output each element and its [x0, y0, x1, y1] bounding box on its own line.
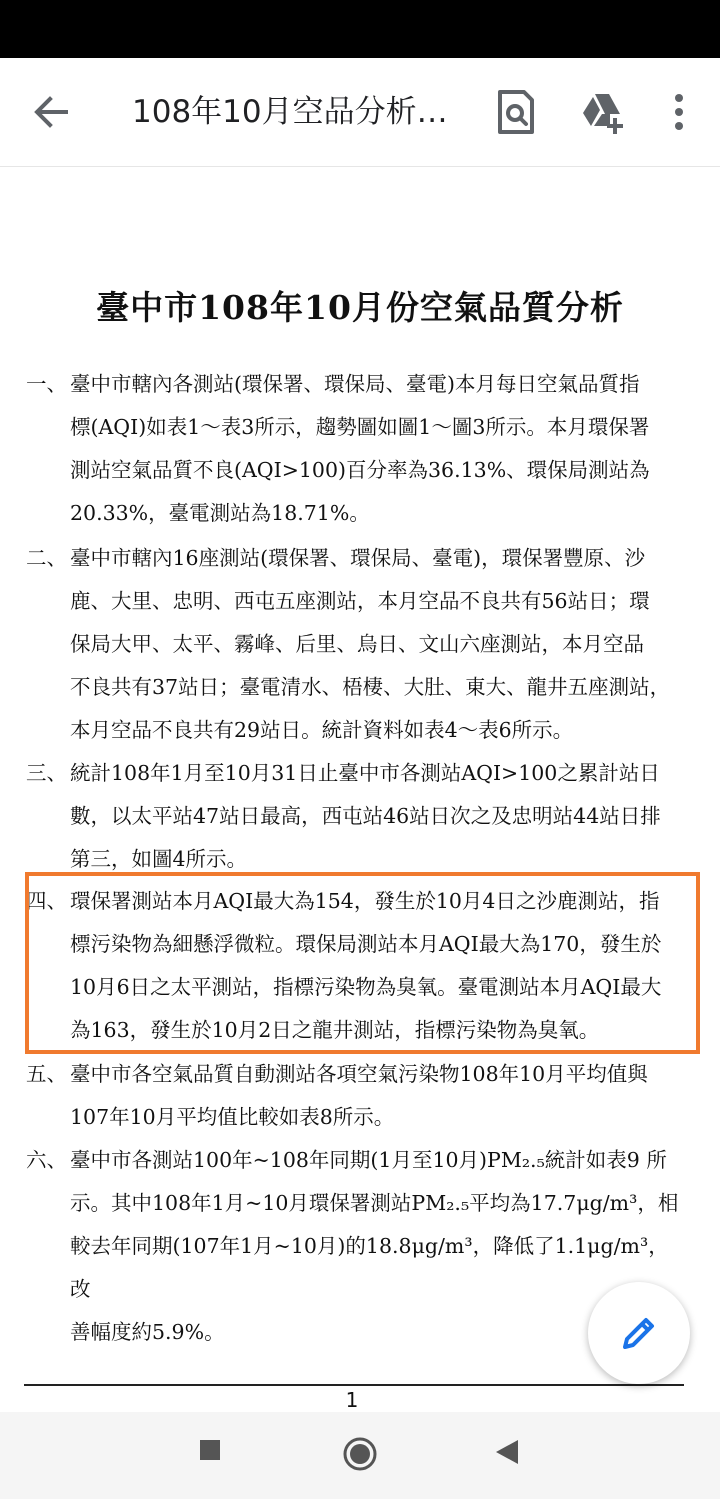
- text-line: 本月空品不良共有29站日。統計資料如表4～表6所示。: [70, 718, 574, 742]
- home-circle-icon[interactable]: [342, 1436, 378, 1472]
- search-document-icon[interactable]: [494, 88, 538, 136]
- paragraph-number: 五、: [26, 1062, 67, 1086]
- pencil-edit-icon: [619, 1313, 659, 1353]
- paragraph-5: [26, 1053, 686, 1139]
- text-line: 為163，發生於10月2日之龍井測站，指標污染物為臭氧。: [70, 1018, 600, 1042]
- recents-square-icon[interactable]: [198, 1438, 222, 1462]
- text-line: 第三，如圖4所示。: [70, 847, 248, 871]
- paragraph-3: [26, 752, 686, 881]
- text-line: 標(AQI)如表1～表3所示，趨勢圖如圖1～圖3所示。本月環保署: [70, 415, 650, 439]
- text-line: 數，以太平站47站日最高，西屯站46站日次之及忠明站44站日排: [70, 804, 661, 828]
- paragraph-number: 四、: [26, 889, 67, 913]
- text-line: 示。其中108年1月~10月環保署測站PM₂.₅平均為17.7μg/m³，相: [70, 1191, 679, 1215]
- status-bar: [0, 0, 720, 58]
- back-triangle-icon[interactable]: [494, 1438, 520, 1466]
- text-line: 較去年同期(107年1月~10月)的18.8μg/m³，降低了1.1μg/m³，改: [70, 1234, 669, 1301]
- paragraph-number: 一、: [26, 372, 67, 396]
- text-line: 臺中市各測站100年~108年同期(1月至10月)PM₂.₅統計如表9 所: [70, 1148, 667, 1172]
- text-line: 統計108年1月至10月31日止臺中市各測站AQI>100之累計站日: [70, 761, 660, 785]
- document-title-bar: 108年10月空品分析…: [132, 94, 448, 130]
- text-line: 標污染物為細懸浮微粒。環保局測站本月AQI最大為170，發生於: [70, 932, 662, 956]
- page-number: 1: [345, 1388, 359, 1412]
- paragraph-2: [26, 537, 686, 752]
- text-line: 臺中市轄內各測站(環保署、環保局、臺電)本月每日空氣品質指: [70, 372, 640, 396]
- paragraph-6: [26, 1139, 686, 1354]
- text-line: 20.33%，臺電測站為18.71%。: [70, 501, 370, 525]
- page-footer-line: [24, 1384, 684, 1386]
- more-vert-icon[interactable]: [664, 88, 694, 136]
- back-arrow-icon[interactable]: [28, 90, 72, 134]
- text-line: 鹿、大里、忠明、西屯五座測站，本月空品不良共有56站日；環: [70, 589, 650, 613]
- text-line: 臺中市各空氣品質自動測站各項空氣污染物108年10月平均值與: [70, 1062, 648, 1086]
- drive-add-icon[interactable]: [580, 88, 626, 136]
- highlight-box: [25, 872, 700, 1054]
- paragraph-number: 三、: [26, 761, 67, 785]
- text-line: 善幅度約5.9%。: [70, 1320, 225, 1344]
- paragraph-number: 二、: [26, 546, 67, 570]
- paragraph-number: 六、: [26, 1148, 67, 1172]
- app-bar: [0, 58, 720, 167]
- paragraph-1: [26, 363, 686, 535]
- system-nav-bar: [0, 1412, 720, 1499]
- text-line: 環保署測站本月AQI最大為154，發生於10月4日之沙鹿測站，指: [70, 889, 660, 913]
- text-line: 不良共有37站日；臺電清水、梧棲、大肚、東大、龍井五座測站，: [70, 675, 671, 699]
- edit-fab-button[interactable]: [588, 1282, 690, 1384]
- document-heading: 臺中市108年10月份空氣品質分析: [96, 288, 624, 327]
- text-line: 107年10月平均值比較如表8所示。: [70, 1105, 395, 1129]
- text-line: 臺中市轄內16座測站(環保署、環保局、臺電)，環保署豐原、沙: [70, 546, 646, 570]
- text-line: 測站空氣品質不良(AQI>100)百分率為36.13%、環保局測站為: [70, 458, 650, 482]
- text-line: 保局大甲、太平、霧峰、后里、烏日、文山六座測站，本月空品: [70, 632, 644, 656]
- text-line: 10月6日之太平測站，指標污染物為臭氧。臺電測站本月AQI最大: [70, 975, 662, 999]
